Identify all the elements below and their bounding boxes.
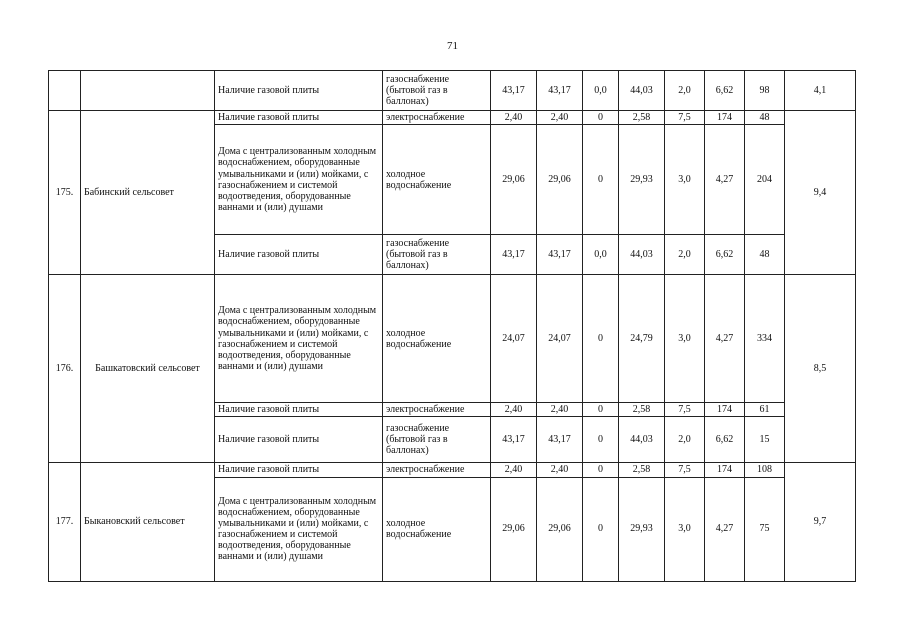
value-cell: 2,40: [491, 111, 537, 125]
value-cell: 43,17: [537, 417, 583, 463]
value-cell: 6,62: [705, 235, 745, 275]
value-cell: 43,17: [537, 71, 583, 111]
value-cell: 44,03: [619, 71, 665, 111]
value-cell: 29,06: [537, 477, 583, 581]
value-cell: 0: [583, 403, 619, 417]
value-cell: 174: [705, 463, 745, 477]
value-cell: 2,40: [491, 463, 537, 477]
service-cell: газоснабжение (бытовой газ в баллонах): [383, 71, 491, 111]
rate-cell: 4,1: [785, 71, 856, 111]
value-cell: 61: [745, 403, 785, 417]
table-row: [49, 111, 856, 125]
condition-cell: Дома с централизованным холодным водоснабжением, оборудованные умывальниками и (или) мойками, с газоснабжением и системой водоотведения, оборудованные ваннами и (или) душами: [215, 125, 383, 235]
row-number-cell: 177.: [49, 463, 81, 581]
value-cell: 24,07: [537, 275, 583, 403]
value-cell: 29,06: [491, 125, 537, 235]
row-number-cell: 176.: [49, 275, 81, 463]
value-cell: 3,0: [665, 125, 705, 235]
value-cell: 0: [583, 477, 619, 581]
table-row: [49, 71, 856, 111]
rate-cell: 9,7: [785, 463, 856, 581]
value-cell: 2,40: [537, 463, 583, 477]
service-cell: холодное водоснабжение: [383, 477, 491, 581]
settlement-name-cell: Быкановский сельсовет: [81, 463, 215, 581]
value-cell: 4,27: [705, 477, 745, 581]
value-cell: 174: [705, 111, 745, 125]
value-cell: 2,40: [537, 111, 583, 125]
service-cell: электроснабжение: [383, 111, 491, 125]
rate-cell: 8,5: [785, 275, 856, 463]
value-cell: 24,07: [491, 275, 537, 403]
value-cell: 108: [745, 463, 785, 477]
service-cell: газоснабжение (бытовой газ в баллонах): [383, 235, 491, 275]
value-cell: 3,0: [665, 275, 705, 403]
value-cell: 98: [745, 71, 785, 111]
value-cell: 7,5: [665, 111, 705, 125]
rate-cell: 9,4: [785, 111, 856, 275]
value-cell: 2,58: [619, 463, 665, 477]
service-cell: газоснабжение (бытовой газ в баллонах): [383, 417, 491, 463]
value-cell: 29,93: [619, 125, 665, 235]
value-cell: 44,03: [619, 235, 665, 275]
value-cell: 0,0: [583, 235, 619, 275]
value-cell: 43,17: [491, 71, 537, 111]
condition-cell: Наличие газовой плиты: [215, 235, 383, 275]
value-cell: 75: [745, 477, 785, 581]
row-number-cell: [49, 71, 81, 111]
service-cell: электроснабжение: [383, 463, 491, 477]
service-cell: холодное водоснабжение: [383, 125, 491, 235]
value-cell: 2,40: [491, 403, 537, 417]
value-cell: 2,58: [619, 111, 665, 125]
value-cell: 2,0: [665, 417, 705, 463]
condition-cell: Наличие газовой плиты: [215, 71, 383, 111]
value-cell: 15: [745, 417, 785, 463]
value-cell: 43,17: [491, 235, 537, 275]
value-cell: 6,62: [705, 417, 745, 463]
condition-cell: Дома с централизованным холодным водоснабжением, оборудованные умывальниками и (или) мойками, с газоснабжением и системой водоотведения, оборудованные ваннами и (или) душами: [215, 275, 383, 403]
service-cell: электроснабжение: [383, 403, 491, 417]
value-cell: 48: [745, 111, 785, 125]
table-row: [49, 275, 856, 403]
condition-cell: Наличие газовой плиты: [215, 111, 383, 125]
condition-cell: Наличие газовой плиты: [215, 463, 383, 477]
settlement-name-cell: [81, 275, 215, 463]
condition-cell: Наличие газовой плиты: [215, 403, 383, 417]
value-cell: 24,79: [619, 275, 665, 403]
value-cell: 29,06: [537, 125, 583, 235]
value-cell: 0: [583, 275, 619, 403]
value-cell: 2,0: [665, 71, 705, 111]
value-cell: 0: [583, 111, 619, 125]
value-cell: 48: [745, 235, 785, 275]
value-cell: 204: [745, 125, 785, 235]
value-cell: 6,62: [705, 71, 745, 111]
value-cell: 43,17: [537, 235, 583, 275]
value-cell: 2,58: [619, 403, 665, 417]
value-cell: 29,93: [619, 477, 665, 581]
value-cell: 4,27: [705, 275, 745, 403]
value-cell: 0: [583, 125, 619, 235]
value-cell: 2,40: [537, 403, 583, 417]
service-cell: холодное водоснабжение: [383, 275, 491, 403]
settlement-name: Башкатовский сельсовет: [95, 363, 200, 375]
value-cell: 7,5: [665, 463, 705, 477]
value-cell: 0,0: [583, 71, 619, 111]
value-cell: 0: [583, 417, 619, 463]
value-cell: 174: [705, 403, 745, 417]
value-cell: 0: [583, 463, 619, 477]
value-cell: 4,27: [705, 125, 745, 235]
tariff-table: [48, 70, 856, 582]
value-cell: 3,0: [665, 477, 705, 581]
value-cell: 29,06: [491, 477, 537, 581]
value-cell: 7,5: [665, 403, 705, 417]
value-cell: 2,0: [665, 235, 705, 275]
settlement-name-cell: Бабинский сельсовет: [81, 111, 215, 275]
condition-cell: Дома с централизованным холодным водоснабжением, оборудованные умывальниками и (или) мойками, с газоснабжением и системой водоотведения, оборудованные ваннами и (или) душами: [215, 477, 383, 581]
value-cell: 43,17: [491, 417, 537, 463]
condition-cell: Наличие газовой плиты: [215, 417, 383, 463]
row-number-cell: 175.: [49, 111, 81, 275]
settlement-name-cell: [81, 71, 215, 111]
value-cell: 44,03: [619, 417, 665, 463]
table-row: [49, 463, 856, 477]
page-number: 71: [447, 40, 458, 52]
value-cell: 334: [745, 275, 785, 403]
